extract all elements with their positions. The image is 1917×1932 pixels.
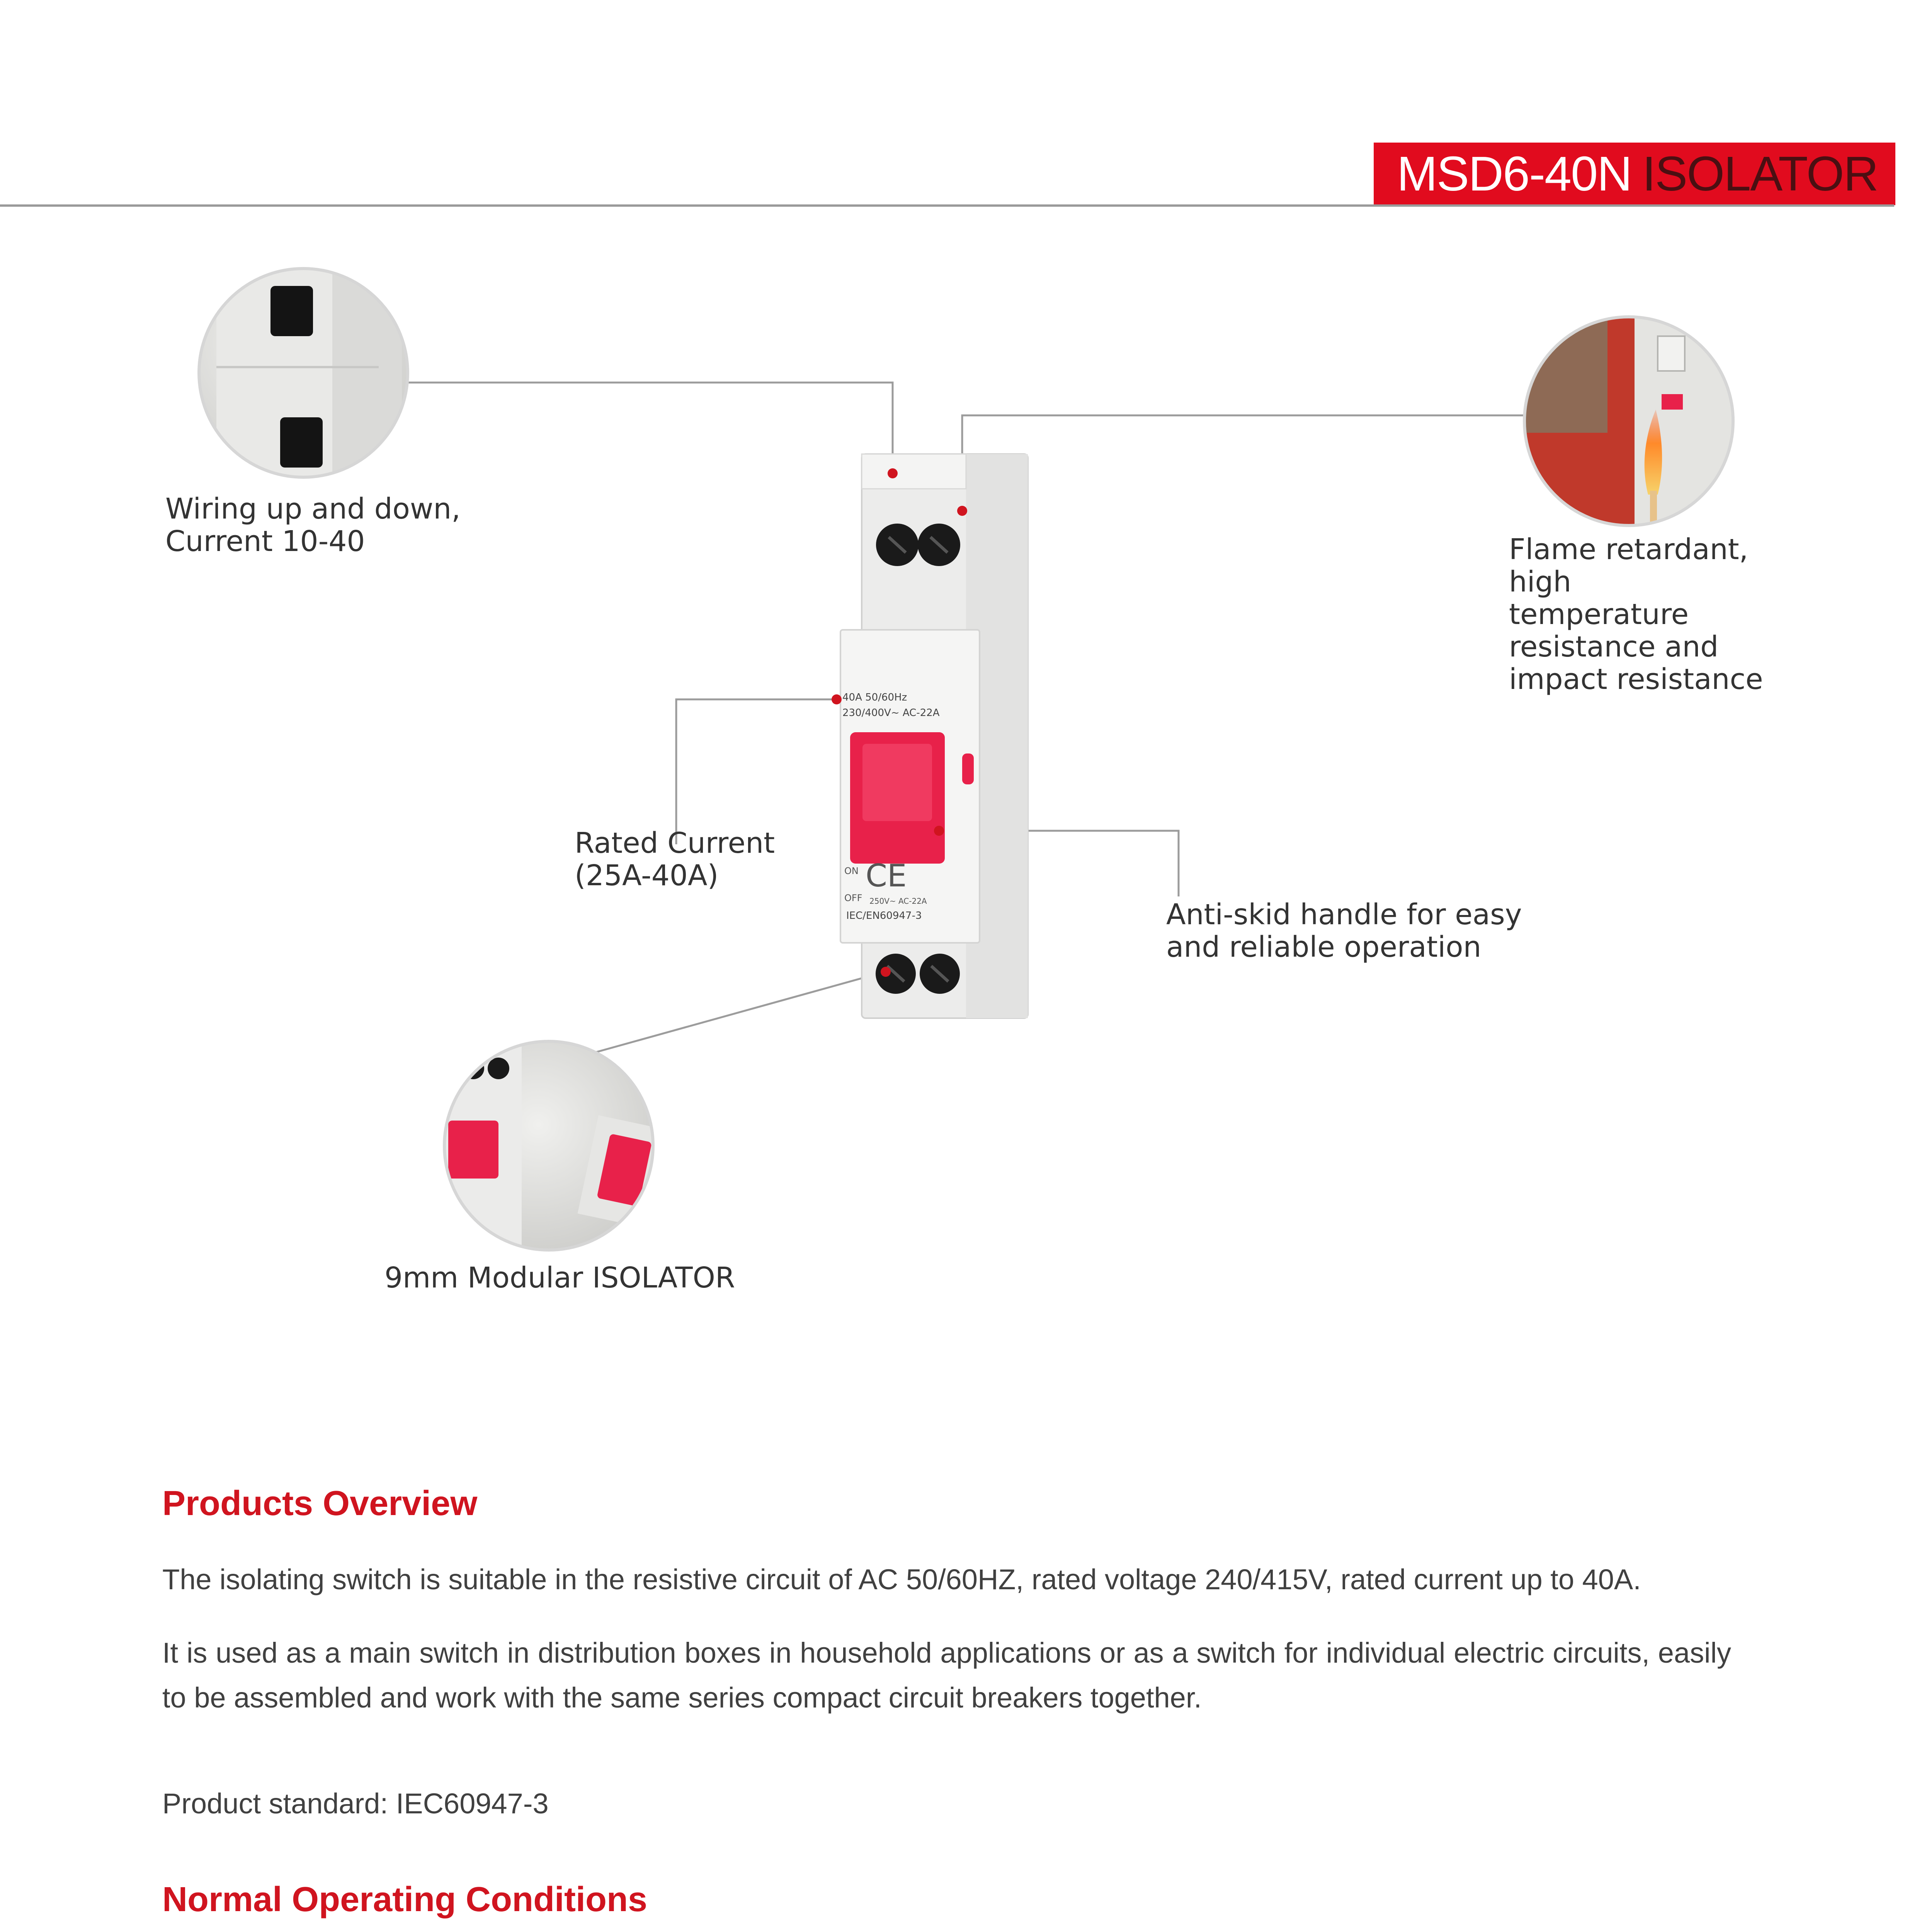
callout-modular-line: 9mm Modular ISOLATOR — [384, 1261, 735, 1294]
device-small-rating: 250V~ AC-22A — [869, 896, 927, 906]
callout-flame-line2: high — [1509, 565, 1572, 599]
callout-wiring-line2: Current 10-40 — [165, 525, 365, 558]
wiring-detail-image — [199, 267, 408, 498]
callout-flame — [1509, 533, 1763, 696]
conditions-heading: Normal Operating Conditions — [162, 1880, 648, 1919]
callout-rated-line2: (25A-40A) — [575, 859, 719, 892]
isolator-device — [832, 454, 1028, 1018]
title-model: MSD6-40N — [1397, 146, 1632, 201]
overview-paragraph-2: It is used as a main switch in distribution boxes in household applications or as a switch for individual electric circuits, easily to be assembled and work with the same series compact circuit breakers together. — [162, 1637, 1731, 1714]
overview-paragraph-1: The isolating switch is suitable in the resistive circuit of AC 50/60HZ, rated voltage 240/415V, rated current up to 40A. — [162, 1563, 1641, 1595]
callout-flame-line1: Flame retardant, — [1509, 533, 1749, 566]
callout-modular — [384, 1262, 735, 1294]
callout-anti-skid — [1166, 898, 1522, 963]
device-off-label: OFF — [844, 893, 862, 903]
callout-rated-line1: Rated Current — [575, 827, 775, 860]
callout-antiskid-line2: and reliable operation — [1166, 930, 1482, 964]
device-ce-mark: CE — [866, 858, 907, 894]
callout-wiring-line1: Wiring up and down, — [165, 492, 461, 526]
callout-rated-current — [575, 827, 775, 892]
modular-detail-image — [444, 1041, 663, 1260]
title-product-word: ISOLATOR — [1642, 146, 1878, 201]
product-standard: Product standard: IEC60947-3 — [162, 1787, 549, 1820]
device-on-label: ON — [844, 866, 859, 876]
callout-flame-line3: temperature — [1509, 598, 1689, 631]
device-voltage-label: 230/400V~ AC-22A — [842, 707, 940, 719]
callout-wiring — [165, 493, 461, 558]
overview-heading: Products Overview — [162, 1484, 478, 1523]
flame-test-image — [1522, 317, 1735, 533]
device-rating-label: 40A 50/60Hz — [842, 692, 907, 703]
callout-antiskid-line1: Anti-skid handle for easy — [1166, 898, 1522, 931]
callout-flame-line4: resistance and — [1509, 630, 1719, 663]
callout-flame-line5: impact resistance — [1509, 663, 1763, 696]
device-standard-label: IEC/EN60947-3 — [846, 910, 922, 922]
